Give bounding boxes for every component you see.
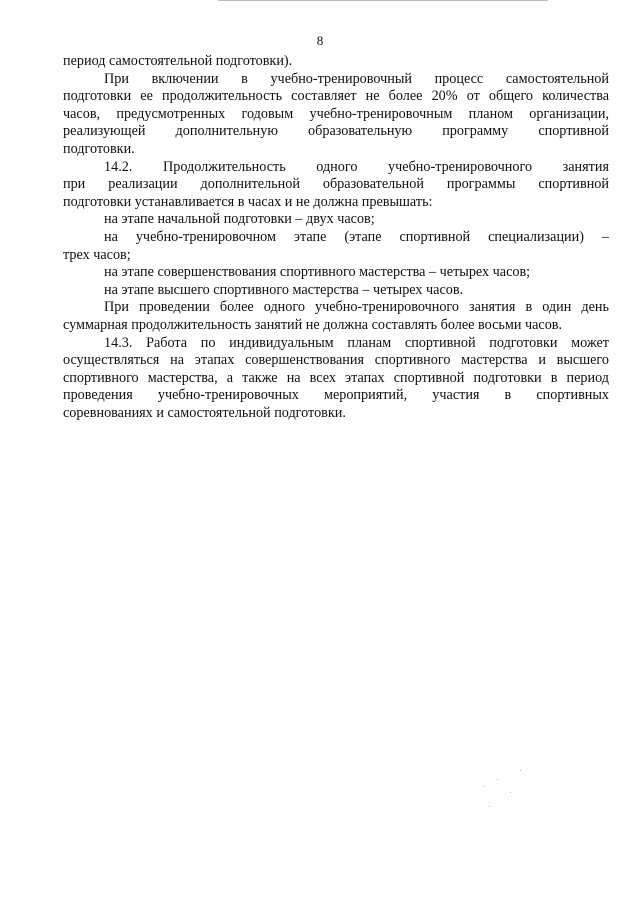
text-line: 14.3. Работа по индивидуальным планам спортивной подготовки может	[104, 334, 609, 351]
text-line: суммарная продолжительность занятий не должна составлять более восьми часов.	[63, 316, 563, 333]
scan-edge-line	[218, 0, 548, 1]
text-line: реализующей дополнительную образовательную программу спортивной	[63, 123, 609, 140]
text-line: спортивного мастерства, а также на всех этапах спортивной подготовки в период	[63, 369, 609, 386]
text-line: период самостоятельной подготовки).	[63, 53, 293, 69]
scan-speck	[497, 779, 498, 780]
text-line: проведения учебно-тренировочных мероприятий, участия в спортивных	[63, 387, 609, 404]
scan-speck	[520, 770, 521, 771]
text-line: При включении в учебно-тренировочный процесс самостоятельной	[104, 70, 609, 87]
text-line: осуществляться на этапах совершенствования спортивного мастерства и высшего	[63, 352, 609, 369]
text-line: на этапе высшего спортивного мастерства – четырех часов.	[104, 281, 464, 298]
text-line: на учебно-тренировочном этапе (этапе спортивной специализации) –	[104, 228, 609, 245]
scan-speck	[483, 786, 484, 787]
text-line: на этапе начальной подготовки – двух часов;	[104, 211, 375, 228]
body-text	[63, 53, 609, 422]
text-line: подготовки ее продолжительность составляет не более 20% от общего количества	[63, 88, 609, 105]
text-line: на этапе совершенствования спортивного мастерства – четырех часов;	[104, 264, 531, 281]
text-line: 14.2. Продолжительность одного учебно-тренировочного занятия	[104, 158, 609, 175]
text-line: При проведении более одного учебно-тренировочного занятия в один день	[104, 299, 609, 316]
text-line: трех часов;	[63, 246, 131, 263]
text-line: подготовки устанавливается в часах и не должна превышать:	[63, 193, 433, 210]
text-line: часов, предусмотренных годовым учебно-тренировочным планом организации,	[63, 105, 609, 122]
text-line: при реализации дополнительной образовательной программы спортивной	[63, 176, 609, 193]
scan-speck	[510, 792, 511, 793]
scan-speck	[489, 806, 490, 807]
page-number: 8	[316, 33, 324, 48]
text-line: соревнованиях и самостоятельной подготовки.	[63, 404, 346, 421]
text-line: подготовки.	[63, 140, 135, 157]
